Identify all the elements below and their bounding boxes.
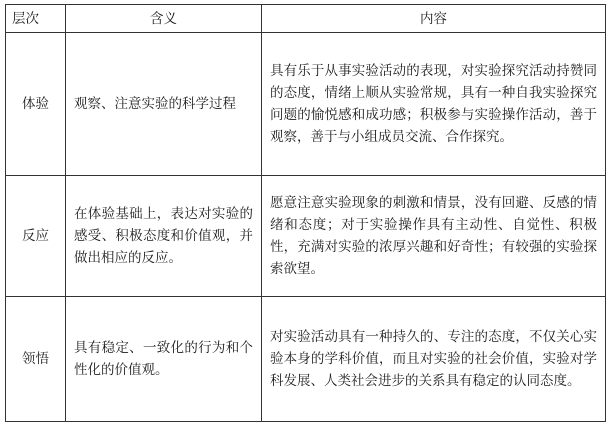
header-meaning: 含义 [66,5,262,33]
row-level: 反应 [6,176,66,297]
row-meaning: 具有稳定、一致化的行为和个性化的价值观。 [66,297,262,422]
header-content: 内容 [262,5,606,33]
table-row [6,297,606,422]
table-row [6,33,606,176]
table-header-row [6,5,606,33]
levels-table [5,4,606,422]
row-level: 领悟 [6,297,66,422]
header-level: 层次 [6,5,66,33]
row-meaning: 观察、注意实验的科学过程 [66,33,262,176]
row-content: 愿意注意实验现象的刺激和情景，没有回避、反感的情绪和态度；对于实验操作具有主动性、自觉性、积极性，充满对实验的浓厚兴趣和好奇性；有较强的实验探索欲望。 [262,176,606,297]
row-content: 具有乐于从事实验活动的表现，对实验探究活动持赞同的态度，情绪上顺从实验常规，具有一种自我实验探究问题的愉悦感和成功感；积极参与实验操作活动，善于观察，善于与小组成员交流、合作探究。 [262,33,606,176]
row-meaning: 在体验基础上，表达对实验的感受、积极态度和价值观，并做出相应的反应。 [66,176,262,297]
row-level: 体验 [6,33,66,176]
row-content: 对实验活动具有一种持久的、专注的态度，不仅关心实验本身的学科价值，而且对实验的社会价值，实验对学科发展、人类社会进步的关系具有稳定的认同态度。 [262,297,606,422]
table-row [6,176,606,297]
